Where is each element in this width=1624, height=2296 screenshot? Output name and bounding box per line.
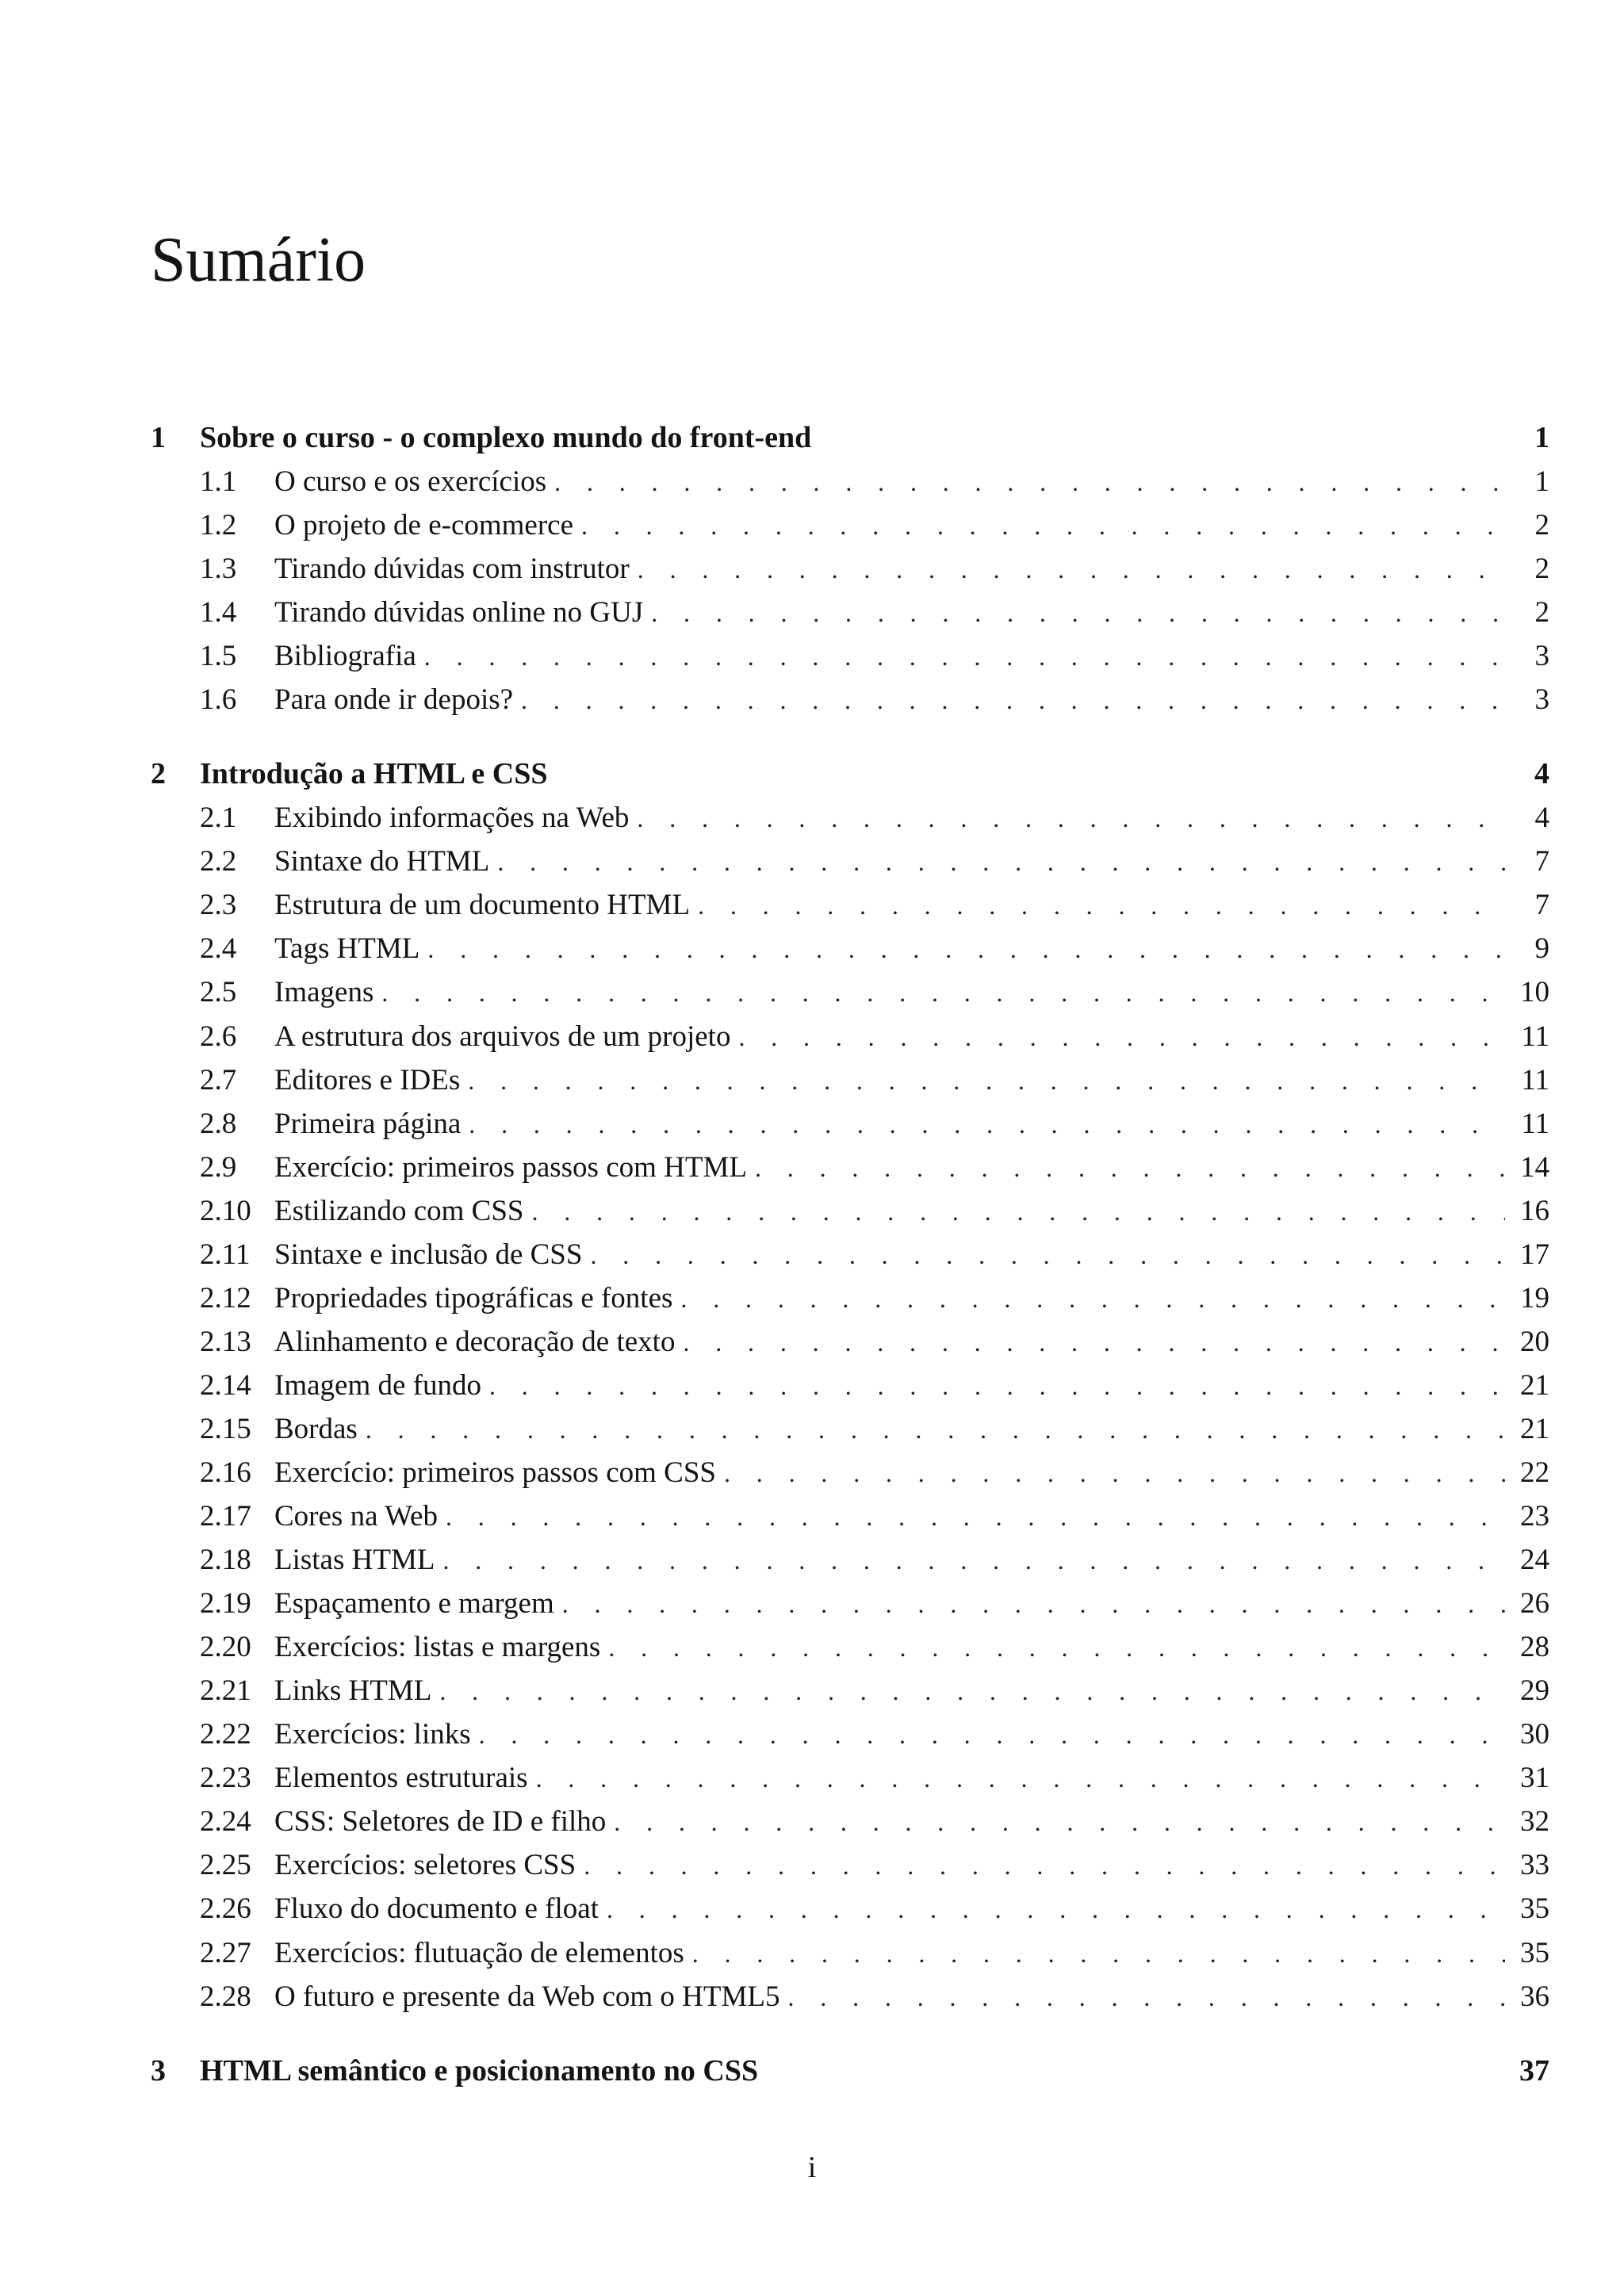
chapter-title: HTML semântico e posicionamento no CSS bbox=[200, 2053, 759, 2087]
toc-section-entry[interactable] bbox=[151, 932, 1549, 975]
section-page-number: 2 bbox=[1534, 553, 1549, 586]
section-title: Exercícios: flutuação de elementos bbox=[274, 1936, 684, 1969]
dot-leader bbox=[439, 1677, 1505, 1706]
dot-leader bbox=[489, 1372, 1505, 1401]
section-title: Sintaxe e inclusão de CSS bbox=[274, 1238, 583, 1271]
section-page-number: 26 bbox=[1520, 1587, 1549, 1621]
section-number: 1.5 bbox=[200, 640, 237, 673]
toc-section-entry[interactable] bbox=[151, 639, 1549, 683]
section-title: A estrutura dos arquivos de um projeto bbox=[274, 1020, 731, 1053]
dot-leader bbox=[581, 511, 1505, 541]
section-title: Bibliografia bbox=[274, 640, 416, 673]
section-page-number: 11 bbox=[1521, 1020, 1549, 1053]
page-number-footer: i bbox=[807, 2151, 817, 2184]
section-number: 2.21 bbox=[200, 1674, 251, 1708]
section-title: Exercício: primeiros passos com HTML bbox=[274, 1150, 747, 1184]
section-title: Propriedades tipográficas e fontes bbox=[274, 1281, 673, 1314]
section-page-number: 21 bbox=[1520, 1412, 1549, 1445]
dot-leader bbox=[521, 686, 1505, 715]
section-page-number: 16 bbox=[1520, 1194, 1549, 1227]
section-title: CSS: Seletores de ID e filho bbox=[274, 1805, 607, 1839]
toc-section-entry[interactable] bbox=[151, 1238, 1549, 1281]
toc-section-entry[interactable] bbox=[151, 1674, 1549, 1717]
chapter-title: Sobre o curso - o complexo mundo do front-end bbox=[200, 421, 812, 454]
toc-section-entry[interactable] bbox=[151, 1717, 1549, 1761]
toc-section-entry[interactable] bbox=[151, 1543, 1549, 1586]
toc-section-entry[interactable] bbox=[151, 1194, 1549, 1238]
section-page-number: 31 bbox=[1520, 1762, 1549, 1795]
chapter-number: 2 bbox=[151, 757, 166, 791]
section-title: Para onde ir depois? bbox=[274, 683, 514, 717]
toc-section-entry[interactable] bbox=[151, 1848, 1549, 1892]
section-title: Exercícios: listas e margens bbox=[274, 1631, 601, 1664]
toc-section-entry[interactable] bbox=[151, 1368, 1549, 1412]
section-number: 1.2 bbox=[200, 509, 237, 542]
dot-leader bbox=[608, 1633, 1505, 1663]
toc-section-entry[interactable] bbox=[151, 1804, 1549, 1848]
dot-leader bbox=[562, 1590, 1505, 1619]
section-title: Exercícios: seletores CSS bbox=[274, 1849, 576, 1882]
section-title: O curso e os exercícios bbox=[274, 465, 547, 498]
section-page-number: 24 bbox=[1520, 1544, 1549, 1577]
section-page-number: 14 bbox=[1520, 1150, 1549, 1184]
toc-chapter-entry[interactable] bbox=[151, 2053, 1549, 2098]
section-page-number: 2 bbox=[1534, 596, 1549, 629]
section-number: 2.19 bbox=[200, 1587, 251, 1621]
section-title: Primeira página bbox=[274, 1107, 462, 1140]
dot-leader bbox=[424, 642, 1505, 672]
toc-section-entry[interactable] bbox=[151, 1892, 1549, 1935]
section-number: 2.4 bbox=[200, 932, 237, 966]
dot-leader bbox=[366, 1415, 1505, 1445]
dot-leader bbox=[442, 1546, 1505, 1575]
toc-section-entry[interactable] bbox=[151, 1456, 1549, 1499]
dot-leader bbox=[427, 935, 1505, 964]
section-page-number: 33 bbox=[1520, 1849, 1549, 1882]
dot-leader bbox=[554, 468, 1505, 497]
toc-section-entry[interactable] bbox=[151, 975, 1549, 1019]
toc-section-entry[interactable] bbox=[151, 1761, 1549, 1804]
toc-section-entry[interactable] bbox=[151, 1325, 1549, 1368]
section-title: Imagens bbox=[274, 976, 374, 1009]
chapter-title: Introdução a HTML e CSS bbox=[200, 757, 548, 791]
toc-chapter bbox=[151, 2053, 1549, 2098]
chapter-page-number: 37 bbox=[1519, 2053, 1549, 2087]
section-title: Exercício: primeiros passos com CSS bbox=[274, 1456, 716, 1489]
section-page-number: 29 bbox=[1520, 1674, 1549, 1708]
toc-section-entry[interactable] bbox=[151, 1499, 1549, 1543]
toc-section-entry[interactable] bbox=[151, 1281, 1549, 1325]
section-page-number: 3 bbox=[1534, 683, 1549, 717]
section-title: Sintaxe do HTML bbox=[274, 845, 490, 878]
section-page-number: 35 bbox=[1520, 1936, 1549, 1969]
section-number: 2.24 bbox=[200, 1805, 251, 1839]
section-title: Tirando dúvidas com instrutor bbox=[274, 553, 630, 586]
dot-leader bbox=[738, 1023, 1505, 1052]
section-title: Espaçamento e margem bbox=[274, 1587, 554, 1621]
dot-leader bbox=[755, 1154, 1505, 1183]
section-number: 2.26 bbox=[200, 1892, 251, 1926]
toc-chapter-entry[interactable] bbox=[151, 756, 1549, 801]
section-page-number: 23 bbox=[1520, 1500, 1549, 1533]
section-title: Imagem de fundo bbox=[274, 1368, 481, 1402]
section-page-number: 19 bbox=[1520, 1281, 1549, 1314]
section-page-number: 20 bbox=[1520, 1325, 1549, 1358]
section-page-number: 4 bbox=[1534, 802, 1549, 835]
section-title: Links HTML bbox=[274, 1674, 432, 1708]
section-number: 1.4 bbox=[200, 596, 237, 629]
section-number: 1.1 bbox=[200, 465, 237, 498]
dot-leader bbox=[651, 599, 1505, 628]
section-number: 2.15 bbox=[200, 1412, 251, 1445]
section-page-number: 1 bbox=[1534, 465, 1549, 498]
section-title: Fluxo do documento e float bbox=[274, 1892, 599, 1926]
chapter-page-number: 4 bbox=[1534, 757, 1549, 791]
section-page-number: 2 bbox=[1534, 509, 1549, 542]
chapter-page-number: 1 bbox=[1534, 421, 1549, 454]
dot-leader bbox=[584, 1851, 1505, 1881]
section-number: 2.27 bbox=[200, 1936, 251, 1969]
section-title: Exibindo informações na Web bbox=[274, 802, 630, 835]
section-page-number: 10 bbox=[1520, 976, 1549, 1009]
toc-chapter bbox=[151, 420, 1549, 726]
section-title: Bordas bbox=[274, 1412, 358, 1445]
section-number: 2.22 bbox=[200, 1718, 251, 1751]
toc-section-entry[interactable] bbox=[151, 1980, 1549, 2023]
section-number: 2.18 bbox=[200, 1544, 251, 1577]
section-title: Elementos estruturais bbox=[274, 1762, 528, 1795]
dot-leader bbox=[497, 848, 1505, 877]
toc-section-entry[interactable] bbox=[151, 552, 1549, 595]
section-page-number: 30 bbox=[1520, 1718, 1549, 1751]
section-number: 2.13 bbox=[200, 1325, 251, 1358]
section-number: 2.10 bbox=[200, 1194, 251, 1227]
section-page-number: 3 bbox=[1534, 640, 1549, 673]
section-title: Exercícios: links bbox=[274, 1718, 471, 1751]
dot-leader bbox=[446, 1502, 1505, 1532]
toc-section-entry[interactable] bbox=[151, 1936, 1549, 1980]
dot-leader bbox=[614, 1808, 1505, 1837]
dot-leader bbox=[381, 978, 1505, 1008]
section-page-number: 11 bbox=[1521, 1063, 1549, 1096]
section-title: Estrutura de um documento HTML bbox=[274, 889, 691, 922]
section-number: 2.23 bbox=[200, 1762, 251, 1795]
section-page-number: 7 bbox=[1534, 889, 1549, 922]
dot-leader bbox=[680, 1284, 1505, 1314]
section-number: 2.3 bbox=[200, 889, 237, 922]
table-of-contents bbox=[151, 420, 1549, 2128]
section-title: Estilizando com CSS bbox=[274, 1194, 524, 1227]
section-title: Editores e IDEs bbox=[274, 1063, 461, 1096]
toc-chapter-entry[interactable] bbox=[151, 420, 1549, 465]
section-number: 2.7 bbox=[200, 1063, 237, 1096]
dot-leader bbox=[532, 1197, 1506, 1226]
section-title: Alinhamento e decoração de texto bbox=[274, 1325, 676, 1358]
toc-section-entry[interactable] bbox=[151, 1630, 1549, 1674]
section-title: Listas HTML bbox=[274, 1544, 435, 1577]
section-page-number: 32 bbox=[1520, 1805, 1549, 1839]
toc-section-entry[interactable] bbox=[151, 1412, 1549, 1456]
dot-leader bbox=[469, 1110, 1505, 1139]
section-page-number: 22 bbox=[1520, 1456, 1549, 1489]
section-number: 2.5 bbox=[200, 976, 237, 1009]
toc-section-entry[interactable] bbox=[151, 683, 1549, 726]
toc-section-entry[interactable] bbox=[151, 844, 1549, 888]
section-number: 2.8 bbox=[200, 1107, 237, 1140]
section-page-number: 11 bbox=[1521, 1107, 1549, 1140]
toc-section-entry[interactable] bbox=[151, 1063, 1549, 1107]
toc-section-entry[interactable] bbox=[151, 1020, 1549, 1063]
chapter-number: 3 bbox=[151, 2053, 166, 2087]
section-number: 2.28 bbox=[200, 1980, 251, 2013]
dot-leader bbox=[692, 1939, 1505, 1969]
section-page-number: 9 bbox=[1534, 932, 1549, 966]
section-number: 2.9 bbox=[200, 1150, 237, 1184]
toc-section-entry[interactable] bbox=[151, 888, 1549, 932]
dot-leader bbox=[468, 1066, 1505, 1096]
section-number: 2.17 bbox=[200, 1500, 251, 1533]
dot-leader bbox=[638, 555, 1505, 584]
toc-section-entry[interactable] bbox=[151, 1150, 1549, 1194]
dot-leader bbox=[590, 1241, 1505, 1270]
dot-leader bbox=[788, 1983, 1506, 2012]
section-number: 2.14 bbox=[200, 1368, 251, 1402]
dot-leader bbox=[607, 1895, 1505, 1924]
section-page-number: 35 bbox=[1520, 1892, 1549, 1926]
section-title: Tags HTML bbox=[274, 932, 420, 966]
section-page-number: 7 bbox=[1534, 845, 1549, 878]
dot-leader bbox=[683, 1328, 1505, 1357]
dot-leader bbox=[724, 1459, 1505, 1488]
section-title: O projeto de e-commerce bbox=[274, 509, 574, 542]
section-number: 2.12 bbox=[200, 1281, 251, 1314]
toc-section-entry[interactable] bbox=[151, 801, 1549, 844]
section-page-number: 28 bbox=[1520, 1631, 1549, 1664]
toc-section-entry[interactable] bbox=[151, 1107, 1549, 1150]
toc-section-entry[interactable] bbox=[151, 1586, 1549, 1630]
toc-section-entry[interactable] bbox=[151, 595, 1549, 639]
toc-chapter bbox=[151, 756, 1549, 2022]
dot-leader bbox=[479, 1720, 1505, 1750]
section-number: 2.2 bbox=[200, 845, 237, 878]
dot-leader bbox=[536, 1764, 1505, 1793]
section-number: 2.20 bbox=[200, 1631, 251, 1664]
section-title: Cores na Web bbox=[274, 1500, 438, 1533]
toc-section-entry[interactable] bbox=[151, 508, 1549, 552]
section-page-number: 17 bbox=[1520, 1238, 1549, 1271]
section-number: 2.6 bbox=[200, 1020, 237, 1053]
dot-leader bbox=[637, 804, 1505, 833]
section-number: 2.1 bbox=[200, 802, 237, 835]
section-title: Tirando dúvidas online no GUJ bbox=[274, 596, 644, 629]
dot-leader bbox=[698, 891, 1505, 920]
section-page-number: 21 bbox=[1520, 1368, 1549, 1402]
section-number: 1.3 bbox=[200, 553, 237, 586]
section-number: 2.16 bbox=[200, 1456, 251, 1489]
page-title: Sumário bbox=[151, 225, 366, 295]
section-title: O futuro e presente da Web com o HTML5 bbox=[274, 1980, 780, 2013]
section-number: 2.11 bbox=[200, 1238, 251, 1271]
section-number: 2.25 bbox=[200, 1849, 251, 1882]
section-number: 1.6 bbox=[200, 683, 237, 717]
chapter-number: 1 bbox=[151, 421, 166, 454]
toc-section-entry[interactable] bbox=[151, 465, 1549, 508]
section-page-number: 36 bbox=[1520, 1980, 1549, 2013]
